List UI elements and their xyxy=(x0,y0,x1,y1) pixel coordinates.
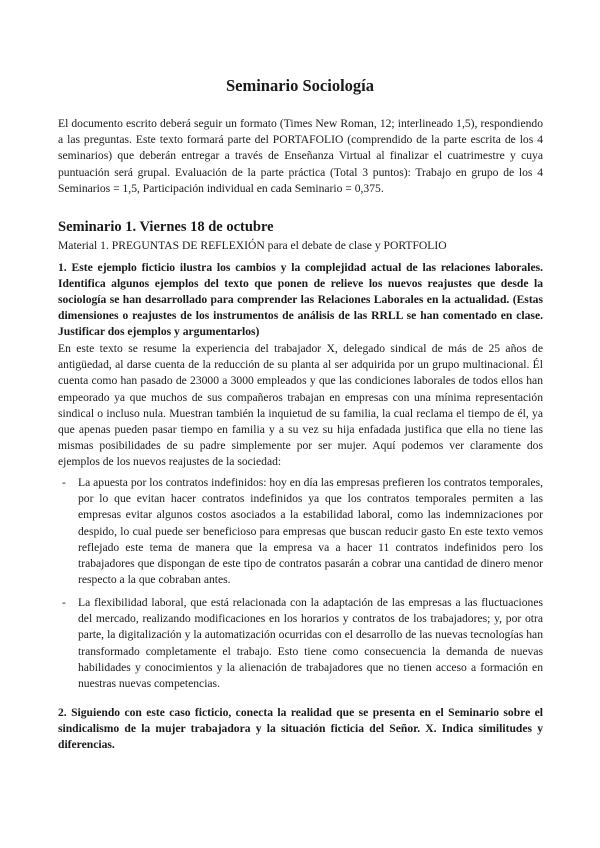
list-item xyxy=(58,475,543,588)
answer-1-paragraph: En este texto se resume la experiencia del trabajador X, delegado sindical de más de 25 años de antigüedad, al darse cuenta de la reducción de su planta al ser adquirida por un grupo multinacional. Él cuenta como han pasado de 23000 a 3000 empleados y que las condiciones laborales de todos ellos han empeorado ya que muchos de sus compañeros trabajan en empresas con una mínima representación sindical o incluso nula. Muestran también la inquietud de su familia, la cual reclama el tiempo de él, ya que apenas pueden pasar tiempo en familia y a su vez su hija enfadada justifica que ella no tiene las mismas posibilidades de su padre simplemente por ser mujer. Aquí podemos ver claramente dos ejemplos de los nuevos reajustes de la sociedad: xyxy=(58,342,543,469)
bullet-list-2 xyxy=(58,595,543,692)
bullet-dash: - xyxy=(62,596,66,609)
seminar-heading: Seminario 1. Viernes 18 de octubre xyxy=(58,219,274,235)
list-item xyxy=(58,595,543,692)
intro-paragraph: El documento escrito deberá seguir un formato (Times New Roman, 12; interlineado 1,5), respondiendo a las preguntas. Este texto formará parte del PORTAFOLIO (comprendido de la parte escrita de los 4 seminarios) que deberán entregar a través de Enseñanza Virtual al finalizar el cuatrimestre y cuya puntuación será grupal. Evaluación de la parte práctica (Total 3 puntos): Trabajo en grupo de los 4 Seminarios = 1,5, Participación individual en cada Seminario = 0,375. xyxy=(58,117,543,195)
bullet-text: La flexibilidad laboral, que está relacionada con la adaptación de las empresas a las fluctuaciones del mercado, realizando modificaciones en los horarios y contratos de los trabajadores; y, por otra parte, la digitalización y la automatización ocurridas con el desarrollo de las nuevas tecnologías han transformado completamente el trabajo. Esto tiene como consecuencia la demanda de nuevas habilidades y conocimientos y la alienación de trabajadores que no tienen acceso a formación en nuestras nuevas competencias. xyxy=(78,596,543,691)
bullet-text: La apuesta por los contratos indefinidos: hoy en día las empresas prefieren los contratos temporales, por lo que evitan hacer contratos indefinidos ya que los contratos temporales permiten a las empresas evitar algunos costos asociados a la estabilidad laboral, como las indemnizaciones por despido, lo cual puede ser beneficioso para empresas que buscan reducir gasto En este texto vemos reflejado este tema de manera que la empresa va a hacer 11 contratos indefinidos pero los trabajadores que dispongan de este tipo de contratos pasarán a cobrar una cantidad de dinero menor respecto a la que cobraban antes. xyxy=(78,476,543,587)
question-2: 2. Siguiendo con este caso ficticio, conecta la realidad que se presenta en el Seminario sobre el sindicalismo de la mujer trabajadora y la situación ficticia del Señor. X. Indica similitudes y diferencias. xyxy=(58,706,543,751)
bullet-list-1 xyxy=(58,475,543,588)
question-1: 1. Este ejemplo ficticio ilustra los cambios y la complejidad actual de las relaciones laborales. Identifica algunos ejemplos del texto que ponen de relieve los nuevos reajustes que desde la sociología se han desarrollado para comprender las Relaciones Laborales en la actualidad. (Estas dimensiones o reajustes de los instrumentos de análisis de las RRLL se han comentado en clase. Justificar dos ejemplos y argumentarlos) xyxy=(58,261,543,338)
document-title: Seminario Sociología xyxy=(225,76,375,95)
material-line: Material 1. PREGUNTAS DE REFLEXIÓN para el debate de clase y PORTFOLIO xyxy=(58,239,447,252)
bullet-dash: - xyxy=(62,476,66,489)
